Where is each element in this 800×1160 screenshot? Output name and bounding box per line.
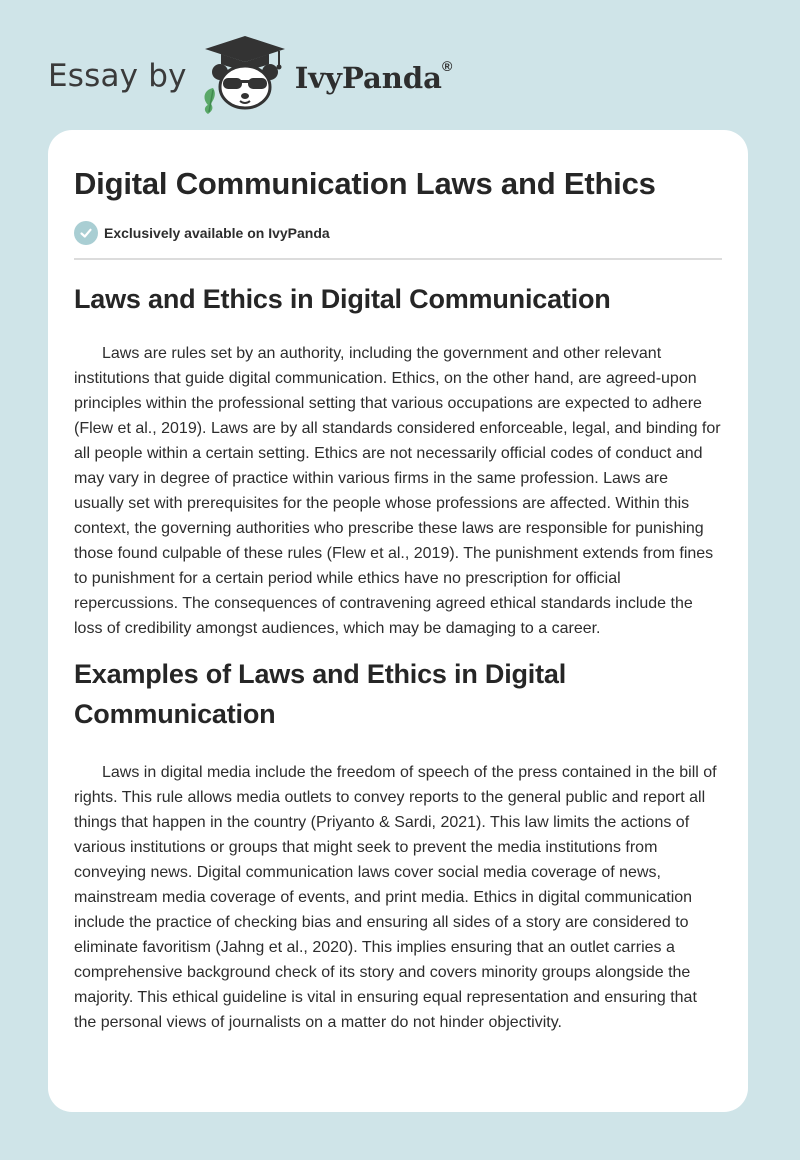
checkmark-icon [74,221,98,245]
section-heading: Laws and Ethics in Digital Communication [74,284,611,314]
brand-name-text: IvyPanda [294,61,442,95]
exclusive-badge [74,221,722,245]
section-heading: Examples of Laws and Ethics in Digital Communication [74,659,567,729]
registered-mark: ® [441,58,453,75]
essay-card [48,130,748,1112]
exclusive-label: Exclusively available on IvyPanda [104,225,330,241]
section-paragraph: Laws are rules set by an authority, including the government and other relevant institutions that guide digital communication. Ethics, on the other hand, are agreed-upon principles within the professional setting that various occupations are expected to adhere (Flew et al., 2019). Laws are by all standards considered enforceable, legal, and binding for all people within a certain setting. Ethics are not necessarily official codes of conduct and may vary in degree of practice within various firms in the same profession. Laws are usually set with prerequisites for the people whose professions are affected. Within this context, the governing authorities who prescribe these laws are responsible for punishing those found culpable of these rules (Flew et al., 2019). The punishment extends from fines to punishment for a certain period while ethics have no prescription for official repercussions. The consequences of contravening agreed ethical standards include the loss of credibility amongst audiences, which may be damaging to a career. [74,345,721,637]
brand-name[interactable] [294,58,453,95]
site-header [48,34,452,114]
panda-logo-icon[interactable] [199,34,291,114]
section-examples [74,654,722,1035]
title-divider [74,258,722,260]
section-laws-and-ethics [74,279,722,641]
section-paragraph: Laws in digital media include the freedom of speech of the press contained in the bill of rights. This rule allows media outlets to convey reports to the general public and report all things that happen in the country (Priyanto & Sardi, 2021). This law limits the actions of various institutions or groups that might seek to prevent the media institutions from conveying news. Digital communication laws cover social media coverage of news, mainstream media coverage of events, and print media. Ethics in digital communication include the practice of checking bias and ensuring all sides of a story are considered to eliminate favoritism (Jahng et al., 2020). This implies ensuring that an outlet carries a comprehensive background check of its story and covers minority groups alongside the majority. This ethical guideline is vital in ensuring equal representation and ensuring that the personal views of journalists on a matter do not hinder objectivity. [74,764,717,1031]
page-title: Digital Communication Laws and Ethics [74,166,656,201]
essay-by-label: Essay by [48,58,187,94]
